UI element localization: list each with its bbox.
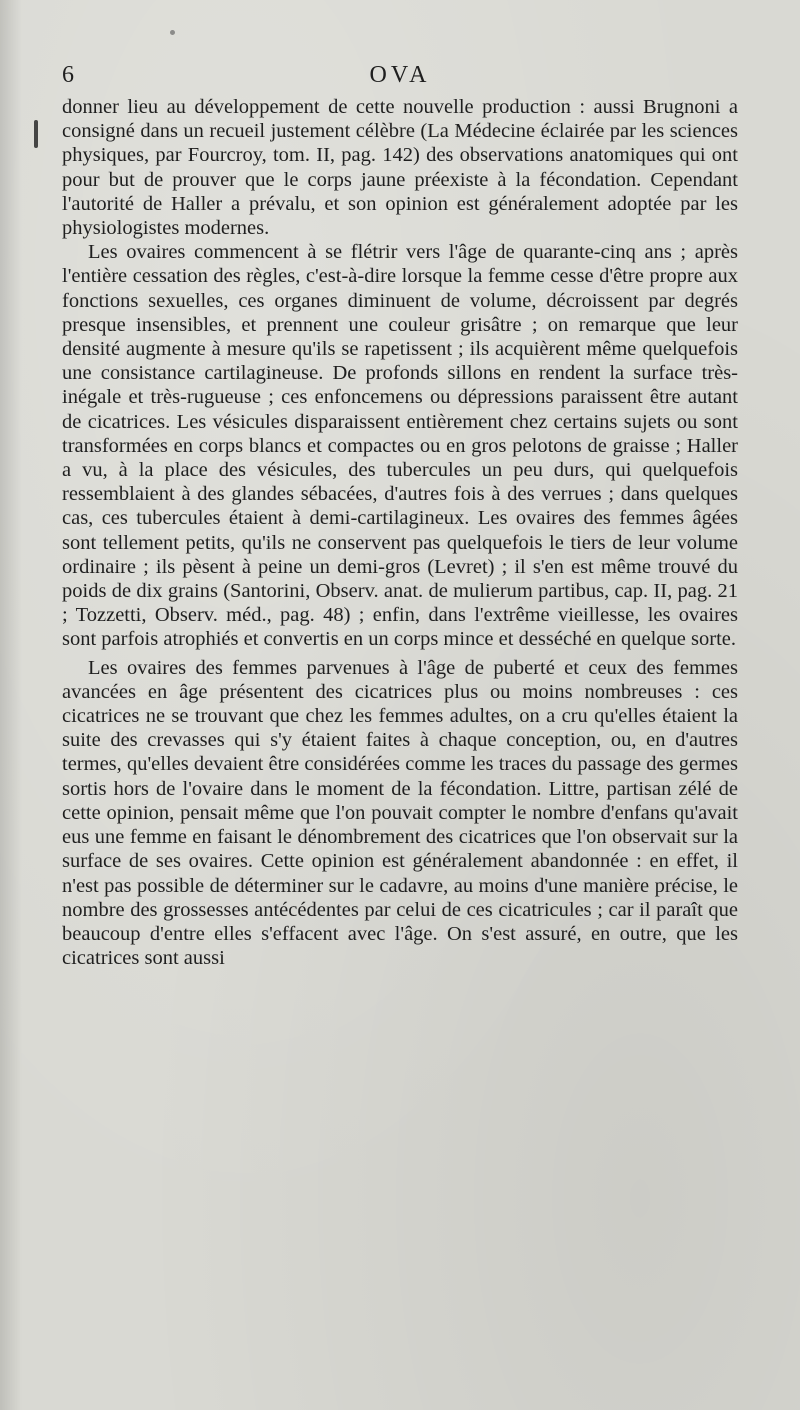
paragraph-2: Les ovaires commencent à se flétrir vers l'âge de quarante-cinq ans ; après l'entière cessation des règles, c'est-à-dire lorsque la femme cesse d'être propre aux fonctions sexuelles, ces organes diminuent de volume, décroissent par degrés presque insensibles, et prennent une couleur grisâtre ; on remarque que leur densité augmente à mesure qu'ils se rapetissent ; ils acquièrent même quelquefois une consistance cartilagineuse. De profonds sillons en rendent la surface très-inégale et très-rugueuse ; ces enfoncemens ou dépressions paraissent être autant de cicatrices. Les vésicules disparaissent entièrement chez certains sujets ou sont transformées en corps blancs et compactes ou en gros pelotons de graisse ; Haller a vu, à la place des vésicules, des tubercules un peu durs, qui quelquefois ressemblaient à des glandes sébacées, d'autres fois à des verrues ; dans quelques cas, ces tubercules étaient à demi-cartilagineux. Les ovaires des femmes âgées sont tellement petits, qu'ils ne conservent pas quelquefois le tiers de leur volume ordinaire ; ils pèsent à peine un demi-gros (Levret) ; il s'en est même trouvé du poids de dix grains (Santorini, Observ. anat. de mulierum partibus, cap. II, pag. 21 ; Tozzetti, Observ. méd., pag. 48) ; enfin, dans l'extrême vieillesse, les ovaires sont parfois atrophiés et convertis en un corps mince et desséché en quelque sorte. [62, 241, 738, 651]
ink-speck [170, 30, 175, 35]
body-text [62, 95, 738, 970]
paragraph-3: Les ovaires des femmes parvenues à l'âge de puberté et ceux des femmes avancées en âge présentent des cicatrices plus ou moins nombreuses : ces cicatrices ne se trouvant que chez les femmes adultes, on a cru qu'elles étaient la suite des crevasses qui s'y étaient faites à chaque conception, ou, en d'autres termes, qu'elles devaient être considérées comme les traces du passage des germes sortis hors de l'ovaire dans le moment de la fécondation. Littre, partisan zélé de cette opinion, pensait même que l'on pouvait compter le nombre d'enfans qu'avait eus une femme en faisant le dénombrement des cicatrices que l'on observait sur la surface de ses ovaires. Cette opinion est généralement abandonnée : en effet, il n'est pas possible de déterminer sur le cadavre, au moins d'une manière précise, le nombre des grossesses antécédentes par celui de ces cicatricules ; car il paraît que beaucoup d'entre elles s'effacent avec l'âge. On s'est assuré, en outre, que les cicatrices sont aussi [62, 656, 738, 970]
running-head: OVA [369, 62, 431, 88]
paragraph-1: donner lieu au développement de cette nouvelle production : aussi Brugnoni a consigné dans un recueil justement célèbre (La Médecine éclairée par les sciences physiques, par Fourcroy, tom. II, pag. 142) des observations anatomiques qui ont pour but de prouver que le corps jaune préexiste à la fécondation. Cependant l'autorité de Haller a prévalu, et son opinion est généralement adoptée par les physiologistes modernes. [62, 96, 738, 240]
ink-blot [34, 120, 38, 148]
page-edge-shadow [0, 0, 22, 1410]
page-number: 6 [62, 62, 74, 88]
page-header [62, 58, 738, 92]
